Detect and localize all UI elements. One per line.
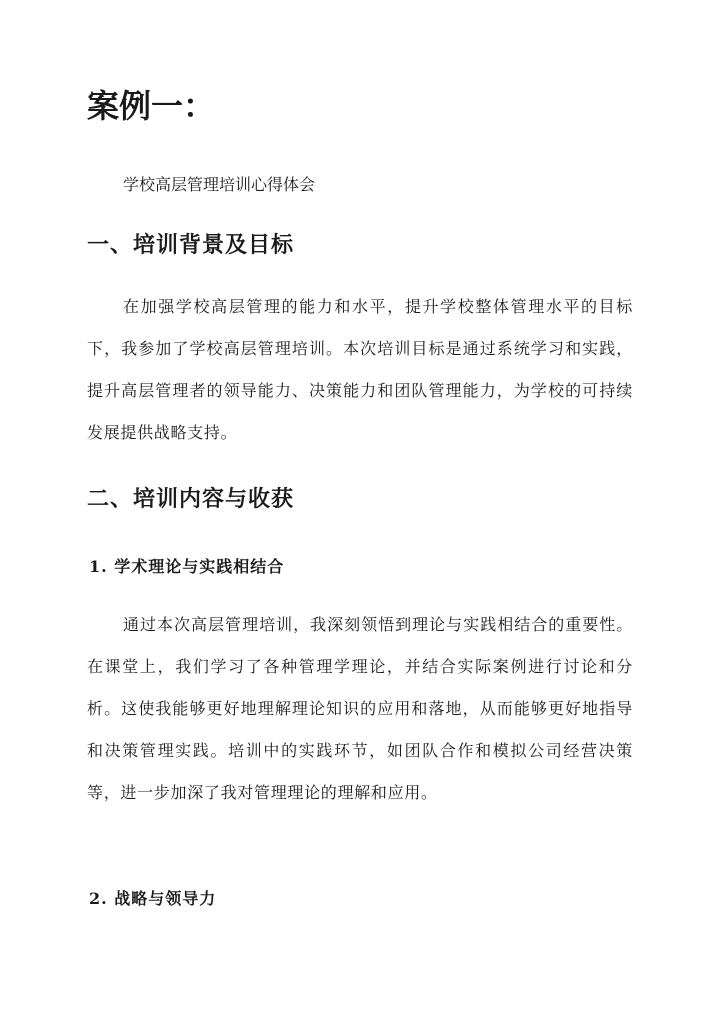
case-title: 案例一： [87,87,216,125]
subsection-heading-strategy-leadership: 2. 战略与领导力 [89,889,217,908]
subsection-paragraph-theory-practice: 通过本次高层管理培训，我深刻领悟到理论与实践相结合的重要性。在课堂上，我们学习了各种管理学理论，并结合实际案例进行讨论和分析。这使我能够更好地理解理论知识的应用和落地，从而能够更好地指导和决策管理实践。培训中的实践环节，如团队合作和模拟公司经营决策等，进一步加深了我对管理理论的理解和应用。 [87,615,633,802]
document-subtitle: 学校高层管理培训心得体会 [123,175,316,194]
subsection-heading-theory-practice: 1. 学术理论与实践相结合 [89,557,285,576]
section-heading-content: 二、培训内容与收获 [87,486,295,512]
section-paragraph-background: 在加强学校高层管理的能力和水平，提升学校整体管理水平的目标下，我参加了学校高层管理培训。本次培训目标是通过系统学习和实践，提升高层管理者的领导能力、决策能力和团队管理能力，为学校的可持续发展提供战略支持。 [87,297,633,442]
section-heading-background: 一、培训背景及目标 [87,232,295,258]
